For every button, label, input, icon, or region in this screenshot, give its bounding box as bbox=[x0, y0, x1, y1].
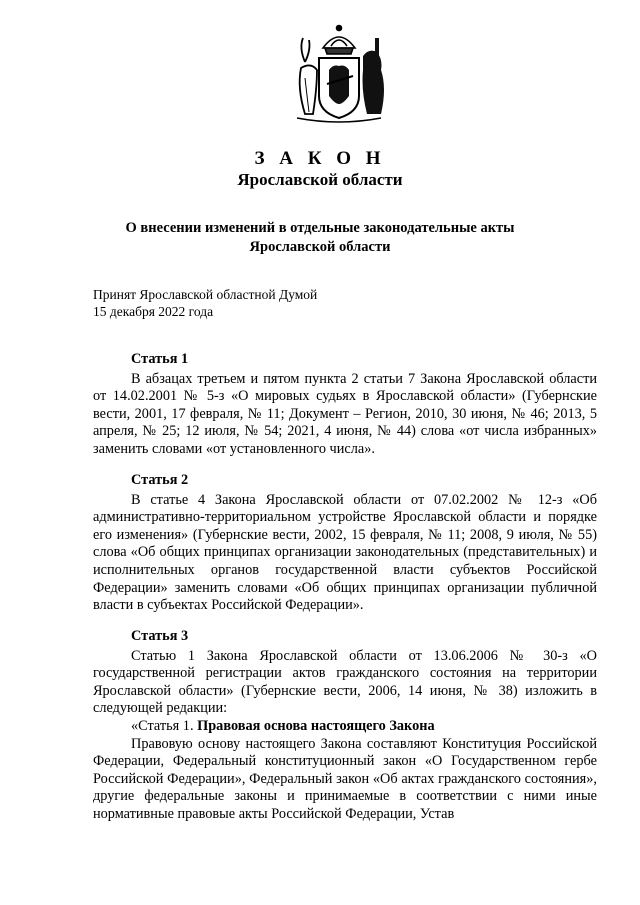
article-text: В статье 4 Закона Ярославской области от 07.02.2002 № 12-з «Об административно-территориальном устройстве Ярославской области и порядке его изменения» (Губернские вести, 2002, 15 февраля, № 11; 2008, 9 июля, № 55) слова «Об общих принципах организации законодательных (представительных) и исполнительных органов государственной власти субъектов Российской Федерации» заменить словами «Об общих принципах организации публичной власти в субъектах Российской Федерации». bbox=[93, 491, 597, 614]
article-text: Статью 1 Закона Ярославской области от 13.06.2006 № 30-з «О государственной регистрации актов гражданского состояния на территории Ярославской области» (Губернские вести, 2006, 14 июня, № 38) изложить в следующей редакции: bbox=[93, 647, 597, 717]
law-subject-line-1: О внесении изменений в отдельные законодательные акты bbox=[125, 220, 515, 236]
article-2 bbox=[93, 472, 597, 615]
adoption-date: 15 декабря 2022 года bbox=[93, 304, 214, 319]
article-1 bbox=[93, 351, 597, 459]
quote-prefix: «Статья 1. bbox=[131, 717, 198, 734]
region-heading: Ярославской области bbox=[237, 170, 403, 189]
article-3 bbox=[93, 628, 597, 824]
article-title: Статья 2 bbox=[131, 472, 189, 488]
law-subject-line-2: Ярославской области bbox=[249, 239, 391, 255]
article-title: Статья 1 bbox=[131, 351, 189, 367]
coat-of-arms-emblem bbox=[283, 18, 395, 130]
quote-title: Правовая основа настоящего Закона bbox=[197, 717, 435, 734]
quoted-article-text: Правовую основу настоящего Закона составляют Конституция Российской Федерации, Федеральный конституционный закон «О Государственном гербе Российской Федерации», Федеральный закон «Об актах гражданского состояния», другие федеральные законы и принимаемые в соответствии с ними иные нормативные правовые акты Российской Федерации, Устав bbox=[93, 735, 597, 822]
law-heading: З А К О Н bbox=[254, 148, 386, 169]
adoption-info bbox=[93, 286, 317, 320]
quoted-article-heading bbox=[93, 718, 597, 736]
article-title: Статья 3 bbox=[131, 628, 189, 644]
adoption-body: Принят Ярославской областной Думой bbox=[93, 287, 318, 302]
article-text: В абзацах третьем и пятом пункта 2 статьи 7 Закона Ярославской области от 14.02.2001 № 5-з «О мировых судьях в Ярославской области» (Губернские вести, 2001, 17 февраля, № 11; Документ – Регион, 2010, 30 июня, № 46; 2013, 5 апреля, № 25; 12 июля, № 54; 2021, 4 июня, № 44) слова «от числа избранных» заменить словами «от установленного числа». bbox=[93, 370, 597, 457]
